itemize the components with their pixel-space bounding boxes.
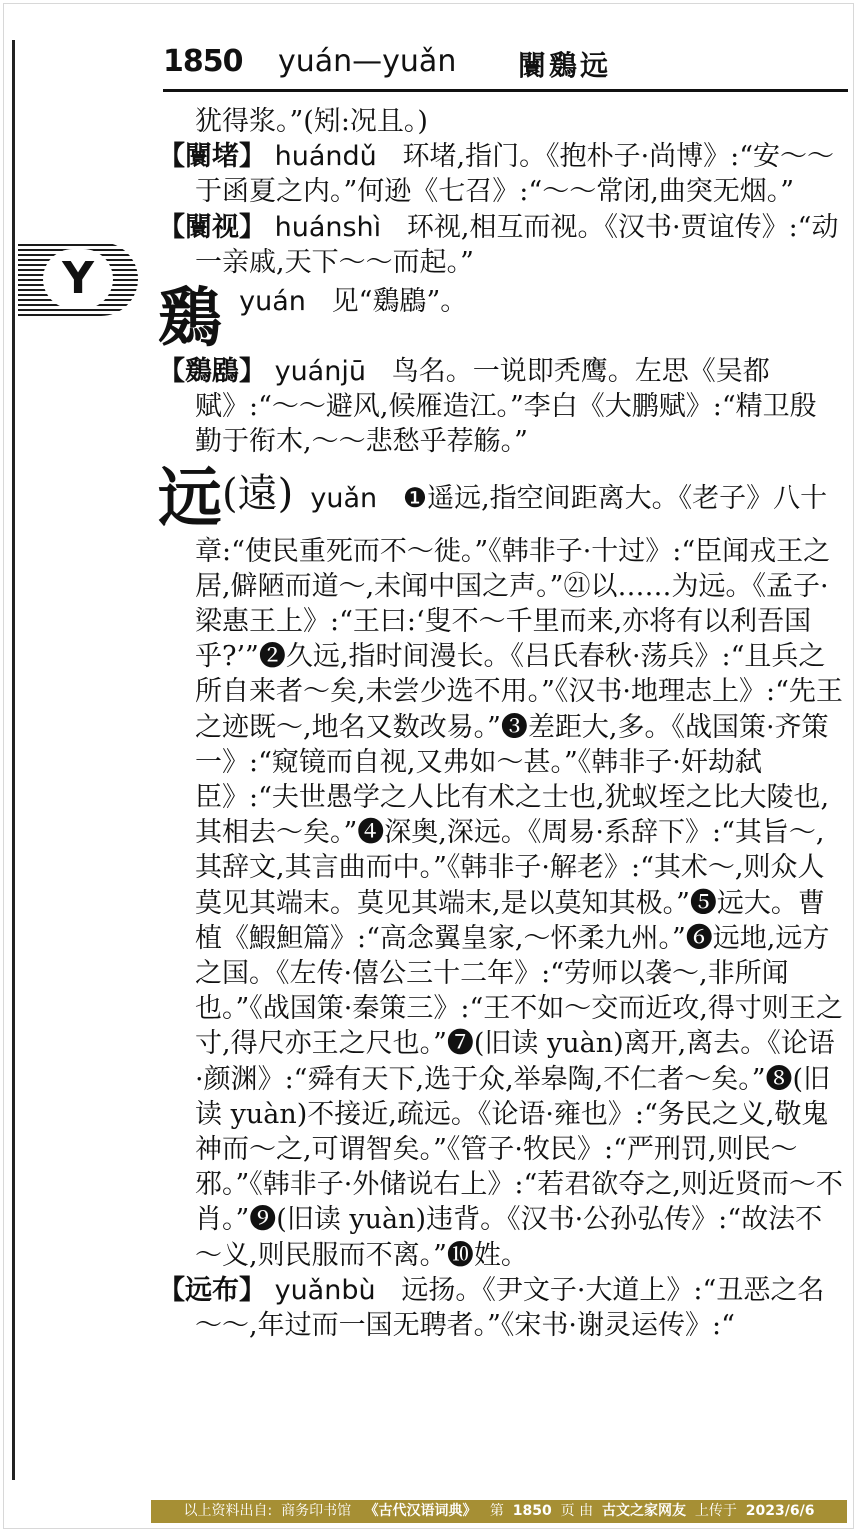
headword-variant: (遠) — [222, 470, 294, 517]
headword-character: 鶢 — [158, 281, 222, 357]
footer-date: 2023/6/6 — [745, 1503, 815, 1519]
entry-text: 环堵,指门。《抱朴子·尚博》:“安～～于函夏之内。”何逊《七召》:“～～常闭,曲突无烟。” — [195, 141, 835, 208]
entry-word: 【远布】 — [158, 1274, 266, 1306]
compound-entry — [158, 210, 843, 280]
compound-entry — [158, 354, 843, 460]
compound-entry — [158, 139, 843, 209]
entry-word: 【鶢鶋】 — [158, 356, 266, 388]
footer-prefix: 以上资料出自: — [183, 1503, 273, 1519]
letter-thumb-tab[interactable] — [18, 242, 138, 316]
page-spine-line — [12, 40, 15, 1480]
footer-page-label: 第 — [489, 1503, 504, 1519]
entry-text: 犹得浆。”(矧:况且。) — [195, 106, 428, 137]
source-footer — [151, 1500, 847, 1523]
entry-pinyin: yuán — [239, 286, 306, 318]
entry-pinyin: yuǎnbù — [274, 1274, 376, 1306]
entry-pinyin: yuánjū — [274, 356, 366, 388]
entry-pinyin: huándǔ — [274, 141, 377, 173]
footer-publisher: 商务印书馆 — [281, 1503, 352, 1519]
headword-entry — [158, 281, 843, 357]
footer-page: 1850 — [512, 1503, 552, 1519]
footer-uploader: 古文之家网友 — [601, 1503, 686, 1519]
entry-pinyin: yuǎn — [310, 482, 378, 514]
header-characters: 闤鶢远 — [518, 49, 612, 82]
entry-text: ❶遥远,指空间距离大。《老子》八十章:“使民重死而不～徙。”《韩非子·十过》:“臣闻戎王之居,僻陋而道～,未闻中国之声。”㉑以……为远。《孟子·梁惠王上》:“王曰:‘叟不～千里而来,亦将有以利吾国乎?’”❷久远,指时间漫长。《吕氏春秋·荡兵》:“且兵之所自来者～矣,未尝少选不用。”《汉书·地理志上》:“先王之迹既～,地名又数改易。”❸差距大,多。《战国策·齐策一》:“窥镜而自视,又弗如～甚。”《韩非子·奸劫弑臣》:“夫世愚学之人比有术之士也,犹蚁垤之比大陵也,其相去～矣。”❹深奥,深远。《周易·系辞下》:“其旨～,其辞文,其言曲而中。”《韩非子·解老》:“其术～,则众人莫见其端末。莫见其端末,是以莫知其极。”❺远大。曹植《鰕䱇篇》:“高念翼皇家,～怀柔九州。”❻远地,远方之国。《左传·僖公三十二年》:“劳师以袭～,非所闻也。”《战国策·秦策三》:“王不如～交而近攻,得寸则王之寸,得尺亦王之尺也。”❼(旧读 yuàn)离开,离去。《论语·颜渊》:“舜有天下,选于众,举皋陶,不仁者～矣。”❽(旧读 yuàn)不接近,疏远。《论语·雍也》:“务民之义,敬鬼神而～之,可谓智矣。”《管子·牧民》:“严刑罚,则民～邪。”《韩非子·外储说右上》:“若君欲夺之,则近贤而～不肖。”❾(旧读 yuàn)违背。《汉书·公孙弘传》:“故法不～义,则民服而不离。”❿姓。 — [195, 482, 843, 1271]
footer-upload-label: 上传于 — [694, 1503, 737, 1519]
entry-word: 【闤堵】 — [158, 141, 266, 173]
entry-continuation — [158, 104, 843, 139]
page-header — [163, 36, 848, 94]
entry-text: 环视,相互而视。《汉书·贾谊传》:“动一亲戚,天下～～而起。” — [195, 211, 839, 278]
header-rule — [163, 89, 848, 92]
dictionary-content — [158, 104, 843, 1494]
footer-book: 《古代汉语词典》 — [364, 1503, 477, 1519]
headword-character: 远 — [158, 460, 222, 536]
entry-pinyin: huánshì — [274, 211, 382, 243]
thumb-tab-letter: Y — [43, 249, 113, 309]
pinyin-range: yuán—yuǎn — [278, 44, 457, 79]
entry-text: 鸟名。一说即秃鹰。左思《吴都赋》:“～～避风,候雁造江。”李白《大鹏赋》:“精卫殷勤于衔木,～～悲愁乎荐觞。” — [195, 356, 817, 458]
entry-text: 远扬。《尹文子·大道上》:“丑恶之名～～,年过而一国无聘者。”《宋书·谢灵运传》:“ — [195, 1274, 825, 1342]
headword-entry — [158, 460, 843, 1273]
page-number: 1850 — [163, 44, 243, 79]
entry-text: 见“鶢鶋”。 — [331, 286, 468, 318]
entry-word: 【闤视】 — [158, 211, 266, 243]
footer-page-label-post: 页 由 — [560, 1503, 594, 1519]
compound-entry — [158, 1273, 843, 1343]
